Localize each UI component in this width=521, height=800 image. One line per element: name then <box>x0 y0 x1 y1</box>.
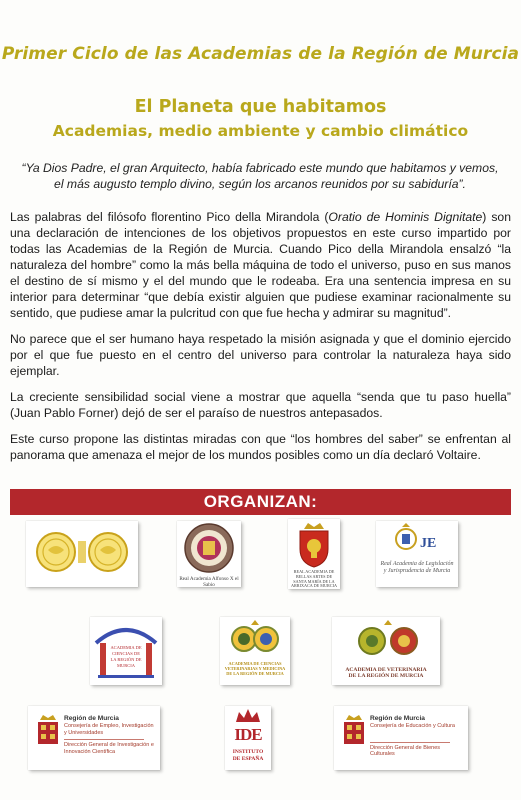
logo-academia-ciencias <box>90 617 162 685</box>
logo-alfonso-x <box>177 521 241 587</box>
academy-seal-icon <box>177 521 241 577</box>
logo-legislacion <box>376 521 458 587</box>
logo-academia-ciencias-title: ACADEMIA DE CIENCIAS DE LA REGIÓN DE MURCIA <box>110 645 142 668</box>
svg-text:JE: JE <box>420 536 437 551</box>
region-name: Región de Murcia <box>370 715 425 722</box>
region-name: Región de Murcia <box>64 715 119 722</box>
logo-academia-veterinaria-caption: ACADEMIA DE VETERINARIA DE LA REGIÓN DE MURCIA <box>345 667 427 680</box>
intro-quote <box>10 160 510 192</box>
logo-alfonso-x-caption: Real Academia Alfonso X el Sabio <box>179 576 239 587</box>
paragraph-2: No parece que el ser humano haya respetado la misión asignada y que el dominio ejercido por el que fue puesto en el centro del universo para controlar la naturaleza haya sido ejemplar. <box>10 332 511 378</box>
body-text <box>10 209 511 473</box>
logo-region-murcia-investigacion <box>28 706 160 770</box>
paragraph-4: Este curso propone las distintas miradas con que “los hombres del saber” se enfrentan al panorama que amenaza el mejor de los mundos posibles como un día declaró Voltaire. <box>10 432 511 462</box>
page-title: El Planeta que habitamos <box>134 97 387 117</box>
direccion-name: Dirección General de Investigación e Innovación Científica <box>64 742 154 755</box>
consejeria-name: Consejería de Educación y Cultura <box>370 723 455 730</box>
logo-bellas-artes-caption: REAL ACADEMIA DE BELLAS ARTES DE SANTA MARÍA DE LA ARRIXACA DE MURCIA <box>290 569 338 589</box>
logo-region-murcia-investigacion-text <box>64 716 156 755</box>
logo-instituto-espana <box>225 706 271 770</box>
legislacion-emblem-icon <box>376 521 458 559</box>
murcia-crest-icon <box>340 712 368 752</box>
logo-legislacion-caption <box>376 561 458 575</box>
logo-region-murcia-cultura <box>334 706 468 770</box>
logo-legislacion-line-2: y Jurisprudencia de Murcia <box>383 568 451 574</box>
veterinaria-seals-icon <box>332 617 440 665</box>
logo-region-murcia-cultura-text <box>370 716 464 758</box>
gold-seals-icon <box>26 521 138 587</box>
logo-instituto-caption <box>225 749 271 762</box>
paragraph-1 <box>10 209 511 321</box>
logo-academia-veterinaria <box>332 617 440 685</box>
quote-line-1: “Ya Dios Padre, el gran Arquitecto, había fabricado este mundo que habitamos y vemos, <box>21 161 499 175</box>
logo-ciencias-veterinarias-caption: ACADEMIA DE CIENCIAS VETERINARIAS Y MEDICINA DE LA REGIÓN DE MURCIA <box>224 661 286 676</box>
page-subtitle: Academias, medio ambiente y cambio climático <box>52 122 469 140</box>
cycle-title: Primer Ciclo de las Academias de la Región de Murcia <box>1 44 520 64</box>
crown-icon <box>225 706 271 726</box>
logo-instituto-badge: IDE <box>234 725 262 744</box>
logo-instituto-line-2: DE ESPAÑA <box>232 755 264 762</box>
murcia-crest-icon <box>34 712 62 752</box>
separator <box>370 742 450 743</box>
crown-shield-icon <box>288 519 340 569</box>
logo-bellas-artes <box>288 519 340 589</box>
logo-instituto-line-1: INSTITUTO <box>232 749 264 755</box>
logo-legislacion-line-1: Real Academia de Legislación <box>380 561 454 567</box>
work-title: Oratio de Hominis Dignitate <box>328 210 483 224</box>
paragraph-1-start: Las palabras del filósofo florentino Pico della Mirandola ( <box>10 210 329 224</box>
direccion-name: Dirección General de Bienes Culturales <box>370 744 441 758</box>
organizers-banner: ORGANIZAN: <box>10 489 511 515</box>
paragraph-3: La creciente sensibilidad social viene a mostrar que aquella “senda que tu paso huella” (Juan Pablo Forner) dejó de ser el paraíso de nuestros antepasados. <box>10 390 511 420</box>
separator <box>64 739 144 740</box>
logo-academy-emblems <box>26 521 138 587</box>
paragraph-1-rest: ) son una declaración de intenciones de los objetivos propuestos en este curso impartido por todas las Academias de la Región de Murcia. Cuando Pico della Mirandola ensalzó “la naturaleza del hombre” como la más bella máquina de todo el universo, puso en sus manos el destino de sí mismo y el del mundo que le rodeaba. Era una sentencia impresa en su interior para determinar “que debía existir alguien que pudiese examinar racionalmente su sentido, que pudiese amar la pulcritud con que fue hecha y admirar su magnitud”. <box>10 210 511 320</box>
consejeria-name: Consejería de Empleo, Investigación y Universidades <box>64 723 154 736</box>
twin-seals-icon <box>220 617 290 661</box>
quote-line-2: el más augusto templo divino, según los arcanos reunidos por su sabiduría”. <box>54 177 466 191</box>
logo-ciencias-veterinarias <box>220 617 290 685</box>
